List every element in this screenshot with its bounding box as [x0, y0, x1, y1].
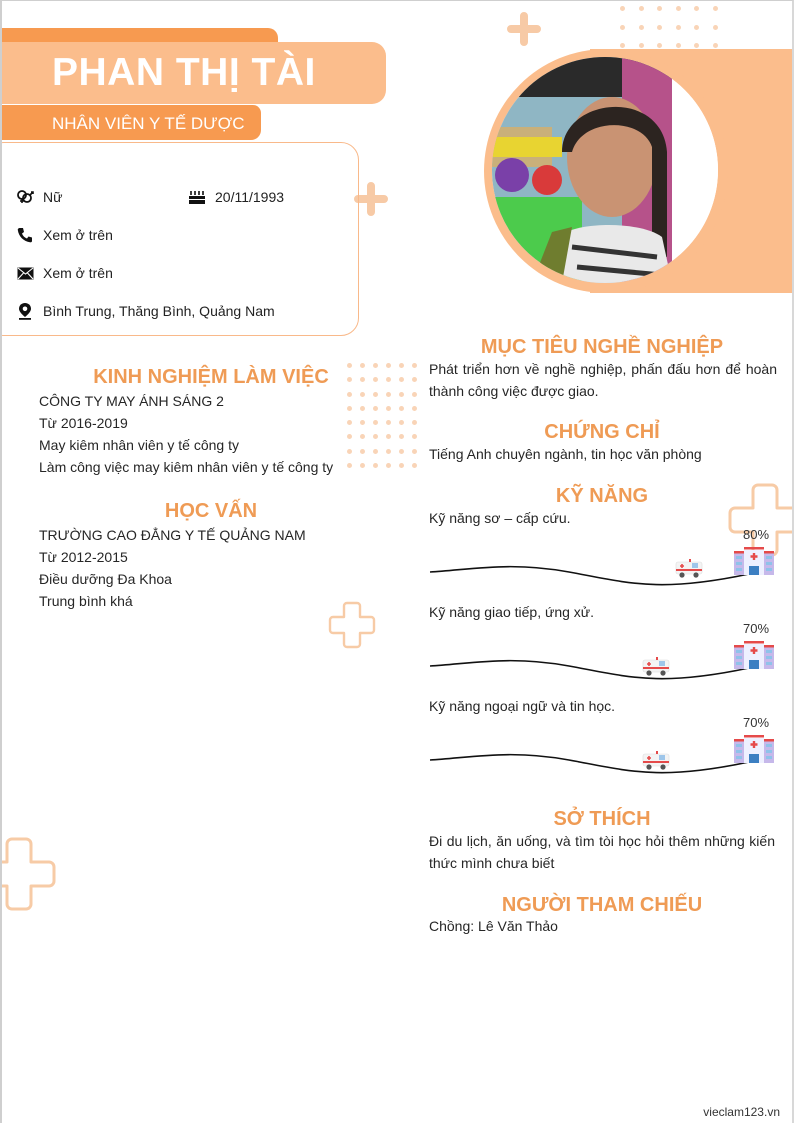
job-title: NHÂN VIÊN Y TẾ DƯỢC: [52, 114, 245, 133]
education-school: TRƯỜNG CAO ĐẲNG Y TẾ QUẢNG NAM: [39, 527, 306, 543]
profile-photo: [492, 57, 718, 283]
gender-row: [16, 188, 62, 206]
references-text: Chồng: Lê Văn Thảo: [429, 918, 558, 934]
candidate-name: PHAN THỊ TÀI: [52, 51, 316, 94]
education-major: Điều dưỡng Đa Khoa: [39, 571, 172, 587]
address-row: [16, 302, 275, 320]
experience-position: May kiêm nhân viên y tế công ty: [39, 437, 239, 453]
experience-period: Từ 2016-2019: [39, 415, 128, 431]
hospital-icon: [734, 735, 774, 763]
email-row: [16, 264, 113, 282]
skill-progress-track: [429, 635, 789, 690]
birthday-row: [188, 188, 284, 206]
skill-progress-track: [429, 541, 789, 596]
certificates-heading: CHỨNG CHỈ: [544, 421, 660, 443]
skill-label: Kỹ năng ngoại ngữ và tin học.: [429, 698, 616, 714]
skill-label: Kỹ năng sơ – cấp cứu.: [429, 510, 571, 526]
phone-icon: [16, 226, 34, 244]
references-heading: NGƯỜI THAM CHIẾU: [501, 894, 703, 916]
gender-icon: [16, 188, 34, 206]
certificates-text: Tiếng Anh chuyên ngành, tin học văn phòng: [429, 446, 702, 462]
experience-description: Làm công việc may kiêm nhân viên y tế công ty: [39, 459, 334, 475]
ambulance-icon: [643, 751, 669, 770]
gender-value: Nữ: [43, 189, 63, 205]
plus-decor-icon: [354, 182, 388, 216]
email-icon: [16, 264, 34, 282]
hobbies-text: Đi du lịch, ăn uống, và tìm tòi học hỏi thêm những kiến thức mình chưa biết: [429, 833, 775, 871]
ambulance-icon: [643, 657, 669, 676]
footer-brand: vieclam123.vn: [703, 1105, 780, 1119]
experience-heading: KINH NGHIỆM LÀM VIỆC: [93, 366, 329, 388]
skill-percent: 80%: [743, 527, 770, 542]
skill-percent: 70%: [743, 621, 770, 636]
education-period: Từ 2012-2015: [39, 549, 128, 565]
objective-text: Phát triển hơn về nghề nghiệp, phấn đấu hơn để hoàn thành công việc được giao.: [429, 361, 777, 399]
hospital-icon: [734, 547, 774, 575]
ambulance-icon: [676, 559, 702, 578]
email-value: Xem ở trên: [43, 265, 113, 281]
plus-outline-decor-icon: [0, 835, 58, 913]
phone-row: [16, 226, 113, 244]
plus-decor-icon: [507, 12, 541, 46]
education-heading: HỌC VẤN: [164, 500, 258, 522]
objective-heading: MỤC TIÊU NGHỀ NGHIỆP: [480, 336, 724, 358]
skills-heading: KỸ NĂNG: [555, 485, 649, 507]
location-pin-icon: [16, 302, 34, 320]
education-section: [39, 524, 359, 612]
hospital-icon: [734, 641, 774, 669]
plus-outline-decor-icon: [327, 600, 377, 650]
skill-progress-track: [429, 729, 789, 784]
education-grade: Trung bình khá: [39, 593, 133, 609]
phone-value: Xem ở trên: [43, 227, 113, 243]
experience-section: [39, 390, 359, 478]
decor-dots-top: [620, 6, 718, 48]
skill-label: Kỹ năng giao tiếp, ứng xử.: [429, 604, 595, 620]
birthday-cake-icon: [188, 188, 206, 206]
birthday-value: 20/11/1993: [215, 189, 285, 205]
experience-company: CÔNG TY MAY ÁNH SÁNG 2: [39, 393, 224, 409]
skill-percent: 70%: [743, 715, 770, 730]
address-value: Bình Trung, Thăng Bình, Quảng Nam: [43, 303, 275, 319]
hobbies-heading: SỞ THÍCH: [553, 808, 651, 830]
